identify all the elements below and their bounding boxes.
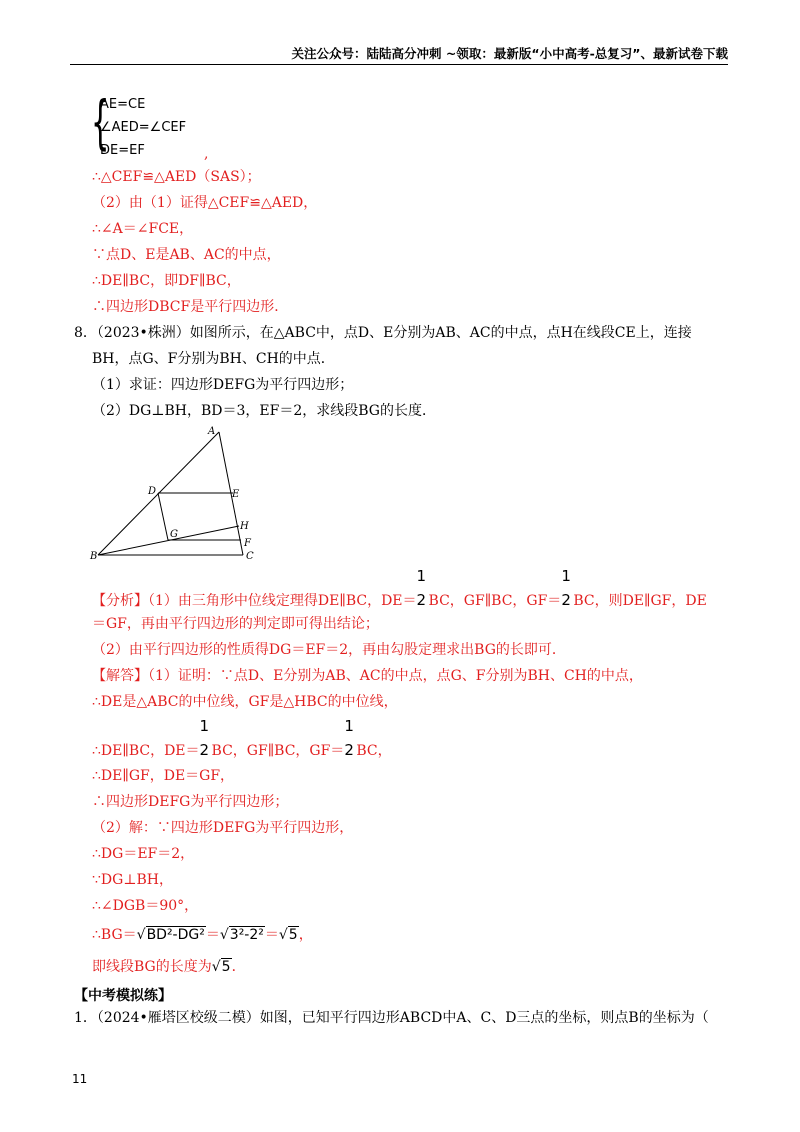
system-brace: { (91, 88, 110, 156)
analysis-text-1c: BC，则DE∥GF，DE (573, 593, 707, 609)
radicand-3: 5 (288, 927, 298, 943)
q8-line-1: 8．（2023•株洲）如图所示，在△ABC中，点D、E分别为AB、AC的中点，点H在线段CE上，连接 (74, 325, 692, 341)
system-comma: , (204, 146, 209, 162)
answer-line-9: ∴∠DGB＝90°， (92, 898, 199, 914)
answer-text-3b: BC，GF∥BC，GF＝ (211, 743, 345, 759)
fraction-num: 1 (561, 567, 571, 585)
sqrt-expression-4: √5 (211, 959, 231, 975)
fraction-den: 2 (561, 591, 571, 609)
fraction-half (199, 717, 212, 761)
fraction-half (416, 567, 429, 611)
label-b: B (90, 551, 98, 562)
sol7-line-4: ∵点D、E是AB、AC的中点， (92, 247, 281, 263)
fraction-den: 2 (344, 741, 354, 759)
radicand-1: BD²-DG² (146, 927, 205, 943)
sol7-line-6: ∴四边形DBCF是平行四边形． (92, 299, 289, 315)
answer-line-11 (92, 957, 246, 977)
answer-line-5: ∴四边形DEFG为平行四边形； (92, 794, 289, 810)
fraction-num: 1 (199, 717, 210, 735)
fraction-num: 1 (344, 717, 354, 735)
analysis-line-3: （2）由平行四边形的性质得DG＝EF＝2，再由勾股定理求出BG的长即可． (92, 642, 566, 658)
fraction-den: 2 (199, 741, 210, 759)
answer-line-3 (92, 717, 392, 761)
sol7-line-5: ∴DE∥BC，即DF∥BC， (92, 273, 241, 289)
page-number: 11 (72, 1072, 88, 1086)
system-line-2: ∠AED=∠CEF (100, 120, 187, 135)
period: ． (231, 959, 246, 975)
q8-line-4: （2）DG⊥BH，BD＝3，EF＝2，求线段BG的长度． (92, 403, 436, 419)
sol7-line-1: ∴△CEF≌△AED（SAS）； (92, 169, 261, 185)
answer-line-1 (92, 666, 643, 686)
q8-line-2: BH，点G、F分别为BH、CH的中点． (92, 351, 335, 367)
sol7-line-3: ∴∠A＝∠FCE， (92, 221, 194, 237)
fraction-half (344, 717, 356, 761)
equals-sign: ＝ (205, 927, 220, 943)
fraction-den: 2 (416, 591, 427, 609)
label-a: A (208, 426, 216, 437)
radicand-2: 3²-2² (229, 927, 264, 943)
sqrt-expression-2: √3²-2² (219, 927, 264, 943)
sol7-line-2: （2）由（1）证得△CEF≌△AED， (92, 195, 318, 211)
system-line-1: AE=CE (100, 97, 146, 112)
fraction-num: 1 (416, 567, 427, 585)
sqrt-expression-1: √BD²-DG² (136, 927, 205, 943)
analysis-tag: 【分析】 (92, 593, 148, 609)
answer-line-7: ∴DG＝EF＝2， (92, 846, 195, 862)
label-e: E (232, 489, 240, 500)
label-h: H (240, 521, 249, 532)
answer-text-11a: 即线段BG的长度为 (92, 959, 212, 975)
answer-line-6: （2）解：∵四边形DEFG为平行四边形， (92, 820, 354, 836)
label-d: D (148, 486, 157, 497)
equals-sign: ＝ (264, 927, 279, 943)
answer-line-4: ∴DE∥GF，DE＝GF， (92, 768, 235, 784)
comma: ， (298, 927, 313, 943)
analysis-line-1 (92, 567, 707, 611)
fraction-half (561, 567, 573, 611)
segment-dg (158, 493, 168, 540)
header-divider (70, 64, 728, 65)
q8-line-3: （1）求证：四边形DEFG为平行四边形； (92, 377, 354, 393)
answer-line-2: ∴DE是△ABC的中位线，GF是△HBC的中位线， (92, 694, 398, 710)
label-f: F (244, 538, 251, 549)
analysis-line-2: ＝GF，再由平行四边形的判定即可得出结论； (92, 616, 379, 632)
answer-line-8: ∵DG⊥BH， (92, 872, 173, 888)
section-q1: 1．（2024•雁塔区校级二模）如图，已知平行四边形ABCD中A、C、D三点的坐标，则点B的坐标为（ (74, 1010, 709, 1026)
system-line-3: DE=EF (100, 143, 145, 158)
answer-text-10a: ∴BG＝ (92, 927, 137, 943)
sqrt-expression-3: √5 (278, 927, 298, 943)
section-title: 【中考模拟练】 (74, 988, 172, 1004)
answer-text-1: （1）证明：∵点D、E分别为AB、AC的中点，点G、F分别为BH、CH的中点， (148, 668, 643, 684)
answer-text-3c: BC， (356, 743, 392, 759)
analysis-text-1b: BC，GF∥BC，GF＝ (428, 593, 562, 609)
label-g: G (170, 529, 178, 540)
answer-line-10 (92, 925, 313, 945)
analysis-text-1a: （1）由三角形中位线定理得DE∥BC，DE＝ (148, 593, 417, 609)
radicand-4: 5 (221, 959, 231, 975)
page-header: 关注公众号：陆陆高分冲刺 ~领取：最新版“小中高考-总复习”、最新试卷下载 (291, 46, 728, 61)
label-c: C (246, 551, 254, 562)
answer-tag: 【解答】 (92, 668, 148, 684)
geometry-figure (80, 420, 280, 570)
answer-text-3a: ∴DE∥BC，DE＝ (92, 743, 200, 759)
